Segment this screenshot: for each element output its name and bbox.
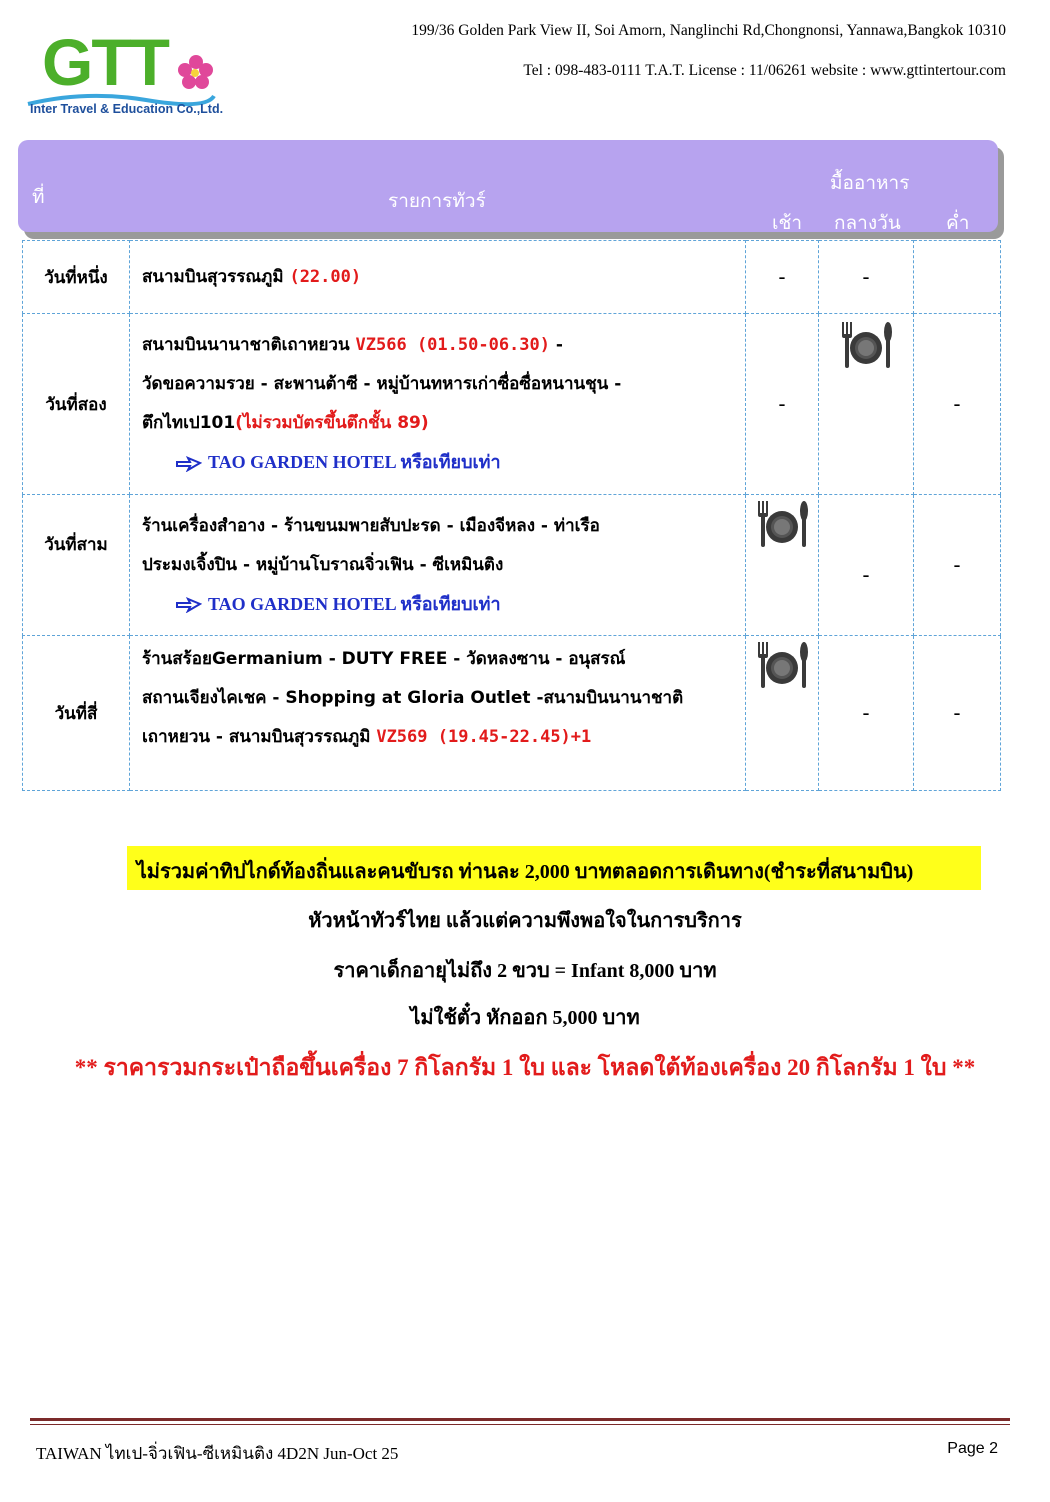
hotel-line [142,443,735,482]
hotel-line [142,585,735,624]
logo-subtitle: Inter Travel & Education Co.,Ltd. [30,102,224,116]
lunch-cell [819,314,914,495]
infant-price-note: ราคาเด็กอายุไม่ถึง 2 ขวบ = Infant 8,000 บาท [333,960,717,982]
program-text: เถาหยวน - สนามบินสุวรรณภูมิ [142,727,371,747]
flower-icon [174,52,218,92]
lunch-cell: - [819,636,914,791]
col-breakfast-label: เช้า [772,212,803,234]
program-text: วัดขอความรวย - สะพานต้าซี - หมู่บ้านทหารเก่าซื่อซื่อหนานชุน - [142,374,622,394]
col-dinner-label: ค่ำ [946,212,970,234]
program-note: (ไม่รวมบัตรขึ้นตึกชั้น 89) [235,413,429,433]
breakfast-cell: - [746,314,819,495]
footer-divider-thin [30,1424,1010,1425]
day-program [130,495,746,636]
hand-pointer-icon [176,597,202,613]
program-text: สนามบินนานาชาติเถาหยวน [142,335,350,355]
flight-code: VZ569 (19.45-22.45)+1 [376,727,592,747]
plate-fork-knife-icon [838,320,894,372]
day-program [130,636,746,791]
logo-text: GTT [42,25,168,99]
program-text: ร้านเครื่องสำอาง - ร้านขนมพายสับปะรด - เมืองจีหลง - ท่าเรือ [142,515,600,536]
no-ticket-note: ไม่ใช้ตั๋ว หักออก 5,000 บาท [410,1007,640,1029]
dinner-cell: - [914,495,1001,636]
program-text: ประมงเจิ้งปิน - หมู่บ้านโบราณจิ่วเฟิน - ซีเหมินติง [142,554,504,575]
dinner-cell: - [914,314,1001,495]
breakfast-cell [746,636,819,791]
day-label: วันที่สอง [23,314,130,495]
col-meals-label: มื้ออาหาร [830,172,910,194]
dinner-cell [914,241,1001,314]
tip-note: ไม่รวมค่าทิปไกด์ท้องถิ่นและคนขับรถ ท่านละ 2,000 บาทตลอดการเดินทาง(ชำระที่สนามบิน) [136,861,914,883]
company-contact: Tel : 098-483-0111 T.A.T. License : 11/06261 website : www.gttintertour.com [523,62,1006,79]
table-row [23,241,1001,314]
company-address: 199/36 Golden Park View II, Soi Amorn, Nanglinchi Rd,Chongnonsi, Yannawa,Bangkok 10310 [411,22,1006,39]
lunch-cell: - [819,241,914,314]
table-row [23,314,1001,495]
company-logo [26,18,224,128]
breakfast-cell: - [746,241,819,314]
hotel-name: TAO GARDEN HOTEL หรือเทียบเท่า [208,452,501,472]
program-separator: - [555,335,563,355]
hotel-name: TAO GARDEN HOTEL หรือเทียบเท่า [208,593,501,614]
page-number: Page 2 [947,1440,998,1457]
col-day-label: ที่ [32,186,45,208]
plate-fork-knife-icon [754,499,810,551]
day-program [130,314,746,495]
footer-title: TAIWAN ไทเป-จิ่วเฟิน-ซีเหมินติง 4D2N Jun-Oct 25 [36,1444,399,1463]
breakfast-cell [746,495,819,636]
day-label: วันที่สี่ [23,636,130,791]
col-lunch-label: กลางวัน [834,212,901,234]
day-label: วันที่สาม [23,495,130,636]
program-text: สถานเจียงไคเชค - Shopping at Gloria Outlet -สนามบินนานาชาติ [142,688,684,708]
footer-divider [30,1418,1010,1421]
itinerary-table [22,240,1001,791]
day-label: วันที่หนึ่ง [23,241,130,314]
table-row [23,495,1001,636]
col-program-label: รายการทัวร์ [388,190,486,212]
hand-pointer-icon [176,456,202,472]
plate-fork-knife-icon [754,640,810,692]
tour-leader-note: หัวหน้าทัวร์ไทย แล้วแต่ความพึงพอใจในการบริการ [308,910,742,932]
program-text: ร้านสร้อยGermanium - DUTY FREE - วัดหลงซาน - อนุสรณ์ [142,649,626,669]
program-text: ตึกไทเป101 [142,413,236,433]
table-row [23,636,1001,791]
table-header [18,140,998,232]
dinner-cell: - [914,636,1001,791]
day-program [130,241,746,314]
baggage-note: ** ราคารวมกระเป๋าถือขึ้นเครื่อง 7 กิโลกรัม 1 ใบ และ โหลดใต้ท้องเครื่อง 20 กิโลกรัม 1 ใบ ** [74,1055,976,1080]
program-text: สนามบินสุวรรณภูมิ [142,266,284,287]
flight-code: VZ566 (01.50-06.30) [355,335,550,355]
lunch-cell: - [819,495,914,636]
flight-time: (22.00) [289,266,362,287]
